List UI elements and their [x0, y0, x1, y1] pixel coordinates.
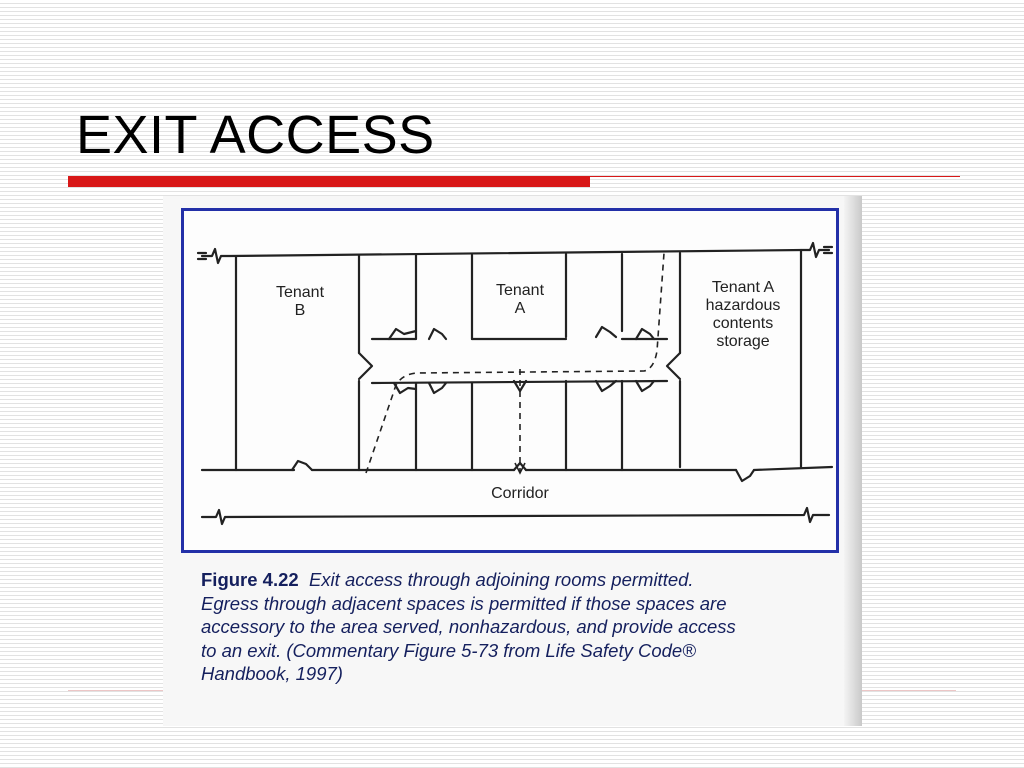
- figure-number: Figure 4.22: [201, 569, 299, 590]
- caption-line-1: Exit access through adjoining rooms permitted.: [308, 569, 694, 590]
- label-tenant-a-storage: Tenant A hazardous contents storage: [705, 279, 781, 350]
- top-wall: [202, 243, 829, 263]
- label-tenant-a: Tenant A: [495, 282, 545, 317]
- scanned-figure: [163, 196, 862, 726]
- footer-rule-left: [68, 690, 168, 691]
- floor-plan-diagram: [181, 208, 839, 553]
- title-underline-thin: [590, 176, 960, 177]
- caption-line-3: accessory to the area served, nonhazardous, and provide access: [201, 616, 736, 637]
- aisle-north-wall: [372, 331, 667, 339]
- label-tenant-b: Tenant B: [275, 284, 325, 319]
- label-corridor: Corridor: [491, 485, 549, 502]
- corridor-south-wall: [202, 508, 829, 524]
- figure-caption: [201, 568, 851, 686]
- title-underline-thick: [68, 176, 590, 187]
- aisle-west-end: [359, 353, 372, 379]
- caption-line-4: to an exit. (Commentary Figure 5-73 from Life Safety Code®: [201, 639, 696, 661]
- tenant-b-corridor-door: [292, 461, 312, 470]
- slide-title: EXIT ACCESS: [76, 105, 435, 165]
- caption-line-5: Handbook, 1997): [201, 663, 343, 684]
- aisle-east-end: [667, 353, 680, 379]
- footer-rule-right: [860, 690, 956, 691]
- caption-line-2: Egress through adjacent spaces is permitted if those spaces are: [201, 592, 727, 614]
